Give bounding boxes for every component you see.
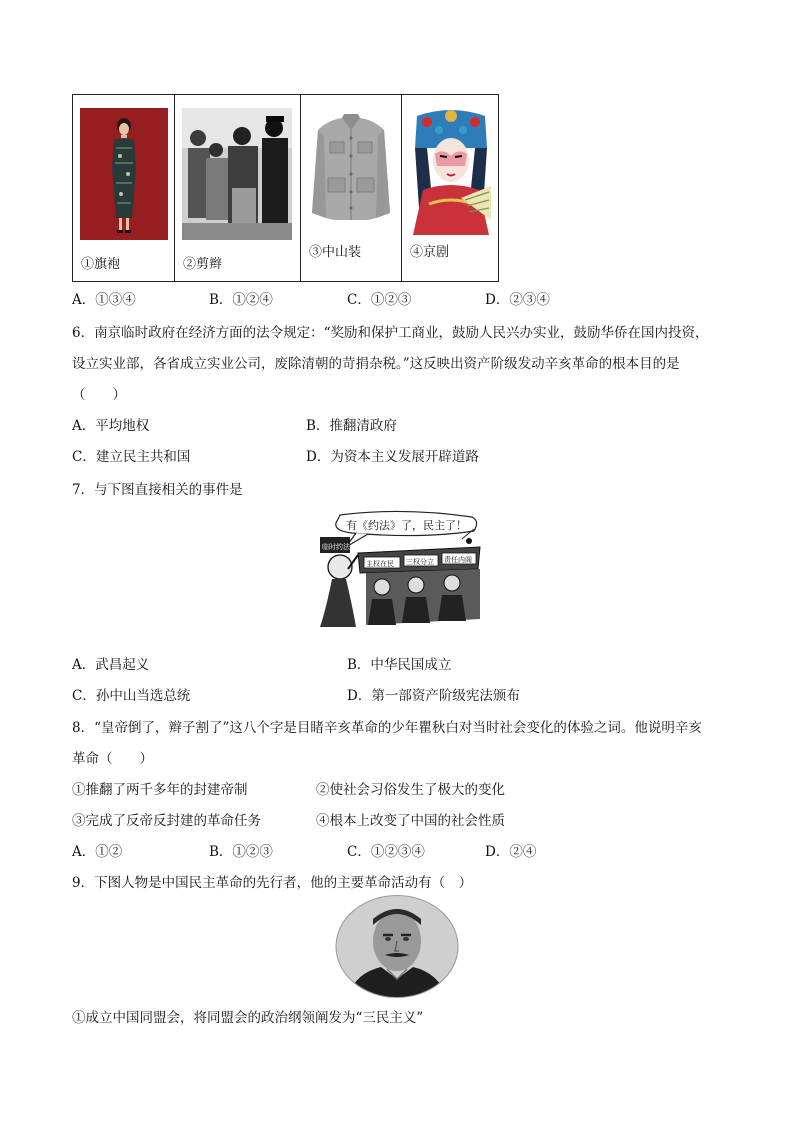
q5-image-table [72,94,499,282]
peking-opera-photo-icon [409,108,493,235]
q5-option-c[interactable]: C．①②③ [347,292,412,308]
q5-caption-1: ①旗袍 [81,257,121,272]
q7-cartoon [312,509,482,634]
q5-image-cell-4 [402,95,498,281]
q9-stem: 9．下图人物是中国民主革命的先行者，他的主要革命活动有（ ） [72,875,473,891]
q8-stem-line-1: 8．“皇帝倒了，辫子割了”这八个字是目睹辛亥革命的少年瞿秋白对当时社会变化的体验之词。他说明辛亥 [72,720,702,736]
q6-stem-line-3: （ ） [72,387,126,403]
q7-option-a[interactable]: A．武昌起义 [72,657,150,673]
q6-option-a[interactable]: A．平均地权 [72,418,150,434]
q5-option-d[interactable]: D．②③④ [485,292,550,308]
q8-item-2: ②使社会习俗发生了极大的变化 [316,782,505,798]
q5-image-cell-3 [301,95,402,281]
q5-caption-4: ④京剧 [410,245,450,260]
q5-option-b[interactable]: B．①②④ [209,292,273,308]
q6-option-b[interactable]: B．推翻清政府 [306,418,397,434]
sun-yat-sen-portrait-icon [335,895,459,998]
q5-caption-3: ③中山装 [309,245,362,260]
q7-sign-1: 主权在民 [366,560,394,568]
qipao-photo-icon [80,108,168,240]
q8-item-4: ④根本上改变了中国的社会性质 [316,813,505,829]
q8-option-c[interactable]: C．①②③④ [347,844,425,860]
q8-stem-line-2: 革命（ ） [72,751,153,767]
q6-stem-line-1: 6．南京临时政府在经济方面的法令规定：“奖励和保护工商业，鼓励人民兴办实业，鼓励华侨在国内投资， [72,325,709,341]
q8-option-d[interactable]: D．②④ [485,844,537,860]
q9-item-1: ①成立中国同盟会，将同盟会的政治纲领阐发为“三民主义” [72,1010,424,1026]
q5-image-cell-2 [175,95,301,281]
q8-item-1: ①推翻了两千多年的封建帝制 [72,782,248,798]
q7-speech-text: 有《约法》了，民主了！ [346,519,467,532]
zhongshan-suit-photo-icon [308,108,394,223]
q5-option-a[interactable]: A．①③④ [72,292,136,308]
q7-option-d[interactable]: D．第一部资产阶级宪法颁布 [347,688,520,704]
q7-sign-2: 三权分立 [406,558,434,566]
q7-option-b[interactable]: B．中华民国成立 [347,657,452,673]
cutting-queue-photo-icon [182,108,292,240]
q6-stem-line-2: 设立实业部，各省成立实业公司，废除清朝的苛捐杂税。”这反映出资产阶级发动辛亥革命的根本目的是 [72,356,680,372]
q5-caption-2: ②剪辫 [183,257,223,272]
q8-option-a[interactable]: A．①② [72,844,123,860]
q8-option-b[interactable]: B．①②③ [209,844,273,860]
q7-sign-3: 责任内阁 [444,556,472,564]
q5-image-cell-1 [73,95,175,281]
q7-book-label: 临时约法 [322,543,350,551]
q8-item-3: ③完成了反帝反封建的革命任务 [72,813,261,829]
q6-option-d[interactable]: D．为资本主义发展开辟道路 [306,449,479,465]
q7-option-c[interactable]: C．孙中山当选总统 [72,688,191,704]
q6-option-c[interactable]: C．建立民主共和国 [72,449,191,465]
q7-stem: 7．与下图直接相关的事件是 [72,482,243,498]
